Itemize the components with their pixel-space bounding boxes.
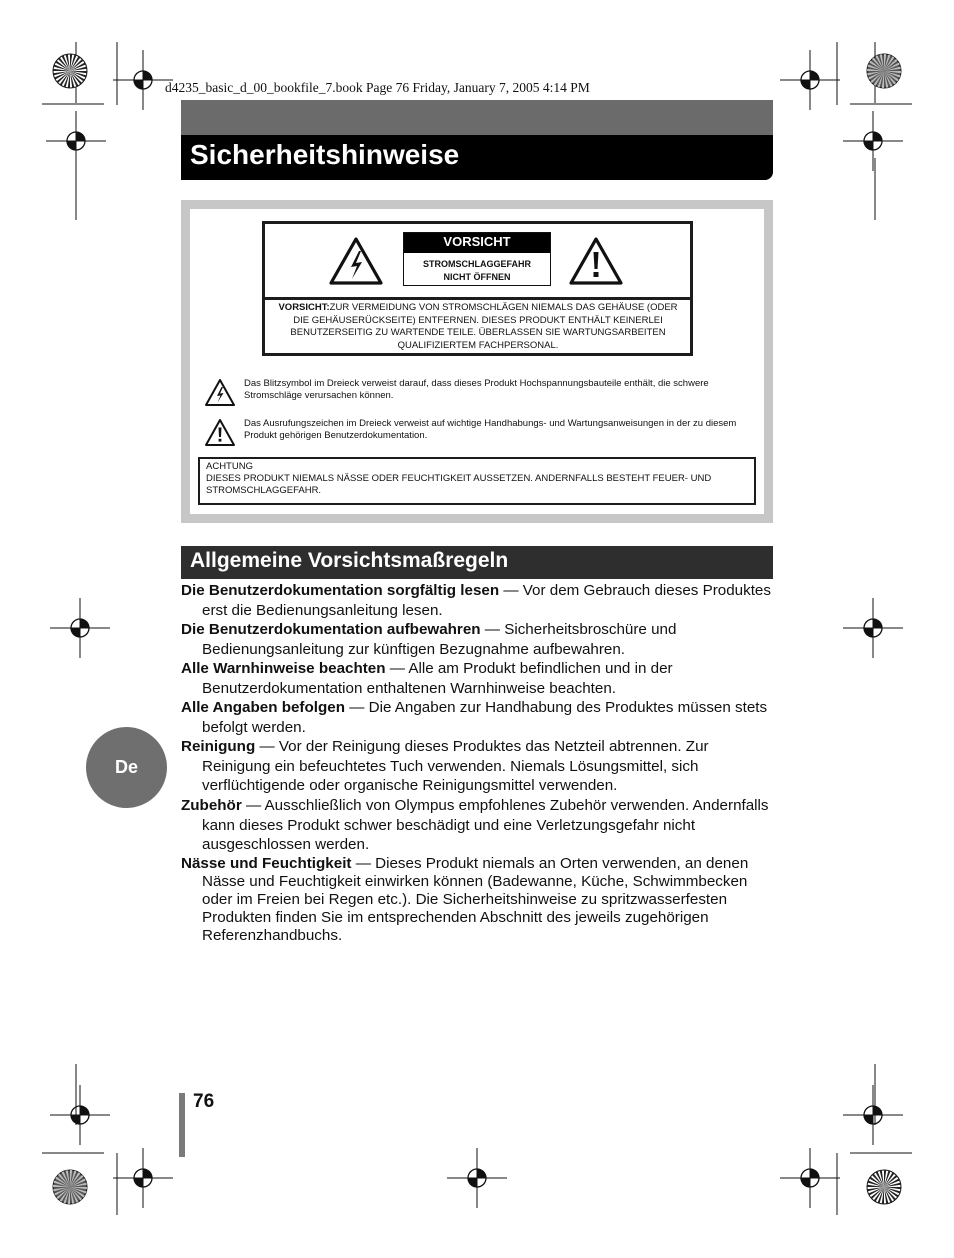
precaution-item <box>181 855 773 945</box>
section-heading: Allgemeine Vorsichtsmaßregeln <box>190 549 509 572</box>
precaution-title: Zubehör <box>181 797 242 814</box>
star-target <box>53 54 87 88</box>
exclamation-symbol-text: Das Ausrufungszeichen im Dreieck verweist auf wichtige Handhabungs- und Wartungsanweisungen in der zu diesem Produkt gehörigen Benutzerdokumentation. <box>244 418 737 442</box>
achtung-notice <box>206 461 746 498</box>
caution-body: ZUR VERMEIDUNG VON STROMSCHLÄGEN NIEMALS DAS GEHÄUSE (ODER DIE GEHÄUSERÜCKSEITE) ENTFERNEN. DIESES PRODUKT ENTHÄLT KEINERLEI BENUTZERSEITIG ZU WARTENDE TEILE. ÜBERLASSEN SIE WARTUNGSARBEITEN QUALIFIZIERTEM FACHPERSONAL. <box>290 302 678 351</box>
precaution-item <box>181 620 773 659</box>
page-title: Sicherheitshinweise <box>190 139 460 170</box>
achtung-body: DIESES PRODUKT NIEMALS NÄSSE ODER FEUCHTIGKEIT AUSSETZEN. ANDERNFALLS BESTEHT FEUER- UND STROMSCHLAGGEFAHR. <box>206 473 712 497</box>
page-number: 76 <box>193 1091 215 1112</box>
achtung-label: ACHTUNG <box>206 461 253 472</box>
precaution-text: — Sicherheitsbroschüre und Bedienungsanleitung zur künftigen Bezugnahme aufbewahren. <box>202 621 677 658</box>
precaution-text: — Die Angaben zur Handhabung des Produktes müssen stets befolgt werden. <box>202 699 768 736</box>
precaution-text: — Dieses Produkt niemals an Orten verwenden, an denen Nässe und Feuchtigkeit einwirken können (Badewanne, Küche, Schwimmbecken oder im Freien bei Regen etc.). Die Sicherheitshinweise zu spritzwasserfesten Produkten finden Sie im entsprechenden Abschnitt des jeweils zugehörigen Referenzhandbuchs. <box>202 855 749 944</box>
star-target <box>867 1170 901 1204</box>
precaution-title: Die Benutzerdokumentation aufbewahren <box>181 621 481 638</box>
language-tab: De <box>86 727 167 808</box>
caution-divider <box>262 297 693 300</box>
precaution-text: — Vor der Reinigung dieses Produktes das Netzteil abtrennen. Zur Reinigung ein befeuchtetes Tuch verwenden. Niemals Lösungsmittel, sich verflüchtigende oder organische Reinigungsmittel verwenden. <box>202 738 709 794</box>
precaution-title: Alle Warnhinweise beachten <box>181 660 386 677</box>
exclamation-warning-icon <box>568 236 624 286</box>
lightning-symbol-text: Das Blitzsymbol im Dreieck verweist darauf, dass dieses Produkt Hochspannungsbauteile enthält, die schwere Stromschläge verursachen können. <box>244 378 709 402</box>
star-target <box>53 1170 87 1204</box>
vorsicht-label: VORSICHT <box>404 233 550 253</box>
caution-lead: VORSICHT: <box>278 302 330 313</box>
precaution-item <box>181 737 773 796</box>
precaution-item <box>181 698 773 737</box>
star-target <box>867 54 901 88</box>
vorsicht-sub-line1: STROMSCHLAGGEFAHR <box>423 259 531 269</box>
precaution-item <box>181 659 773 698</box>
precaution-title: Reinigung <box>181 738 256 755</box>
exclamation-small-icon <box>204 418 236 447</box>
vorsicht-sub-line2: NICHT ÖFFNEN <box>443 272 511 282</box>
vorsicht-subtext <box>404 258 550 284</box>
lightning-small-icon <box>204 378 236 407</box>
precaution-item <box>181 796 773 855</box>
precaution-text: — Ausschließlich von Olympus empfohlenes Zubehör verwenden. Andernfalls kann dieses Produkt schwer beschädigt und eine Verletzungsgefahr nicht ausgeschlossen werden. <box>202 797 769 853</box>
precaution-text: — Vor dem Gebrauch dieses Produktes erst die Bedienungsanleitung lesen. <box>202 582 771 619</box>
caution-statement <box>272 302 684 352</box>
precaution-title: Alle Angaben befolgen <box>181 699 345 716</box>
title-band <box>181 100 773 135</box>
lightning-warning-icon <box>328 236 384 286</box>
precaution-title: Nässe und Feuchtigkeit <box>181 855 352 872</box>
precaution-title: Die Benutzerdokumentation sorgfältig lesen <box>181 582 500 599</box>
page-number-bar <box>179 1093 185 1157</box>
precaution-text: — Alle am Produkt befindlichen und in der Benutzerdokumentation enthaltenen Warnhinweise beachten. <box>202 660 673 697</box>
print-header: d4235_basic_d_00_bookfile_7.book Page 76 Friday, January 7, 2005 4:14 PM <box>165 80 590 95</box>
precaution-item <box>181 581 773 620</box>
